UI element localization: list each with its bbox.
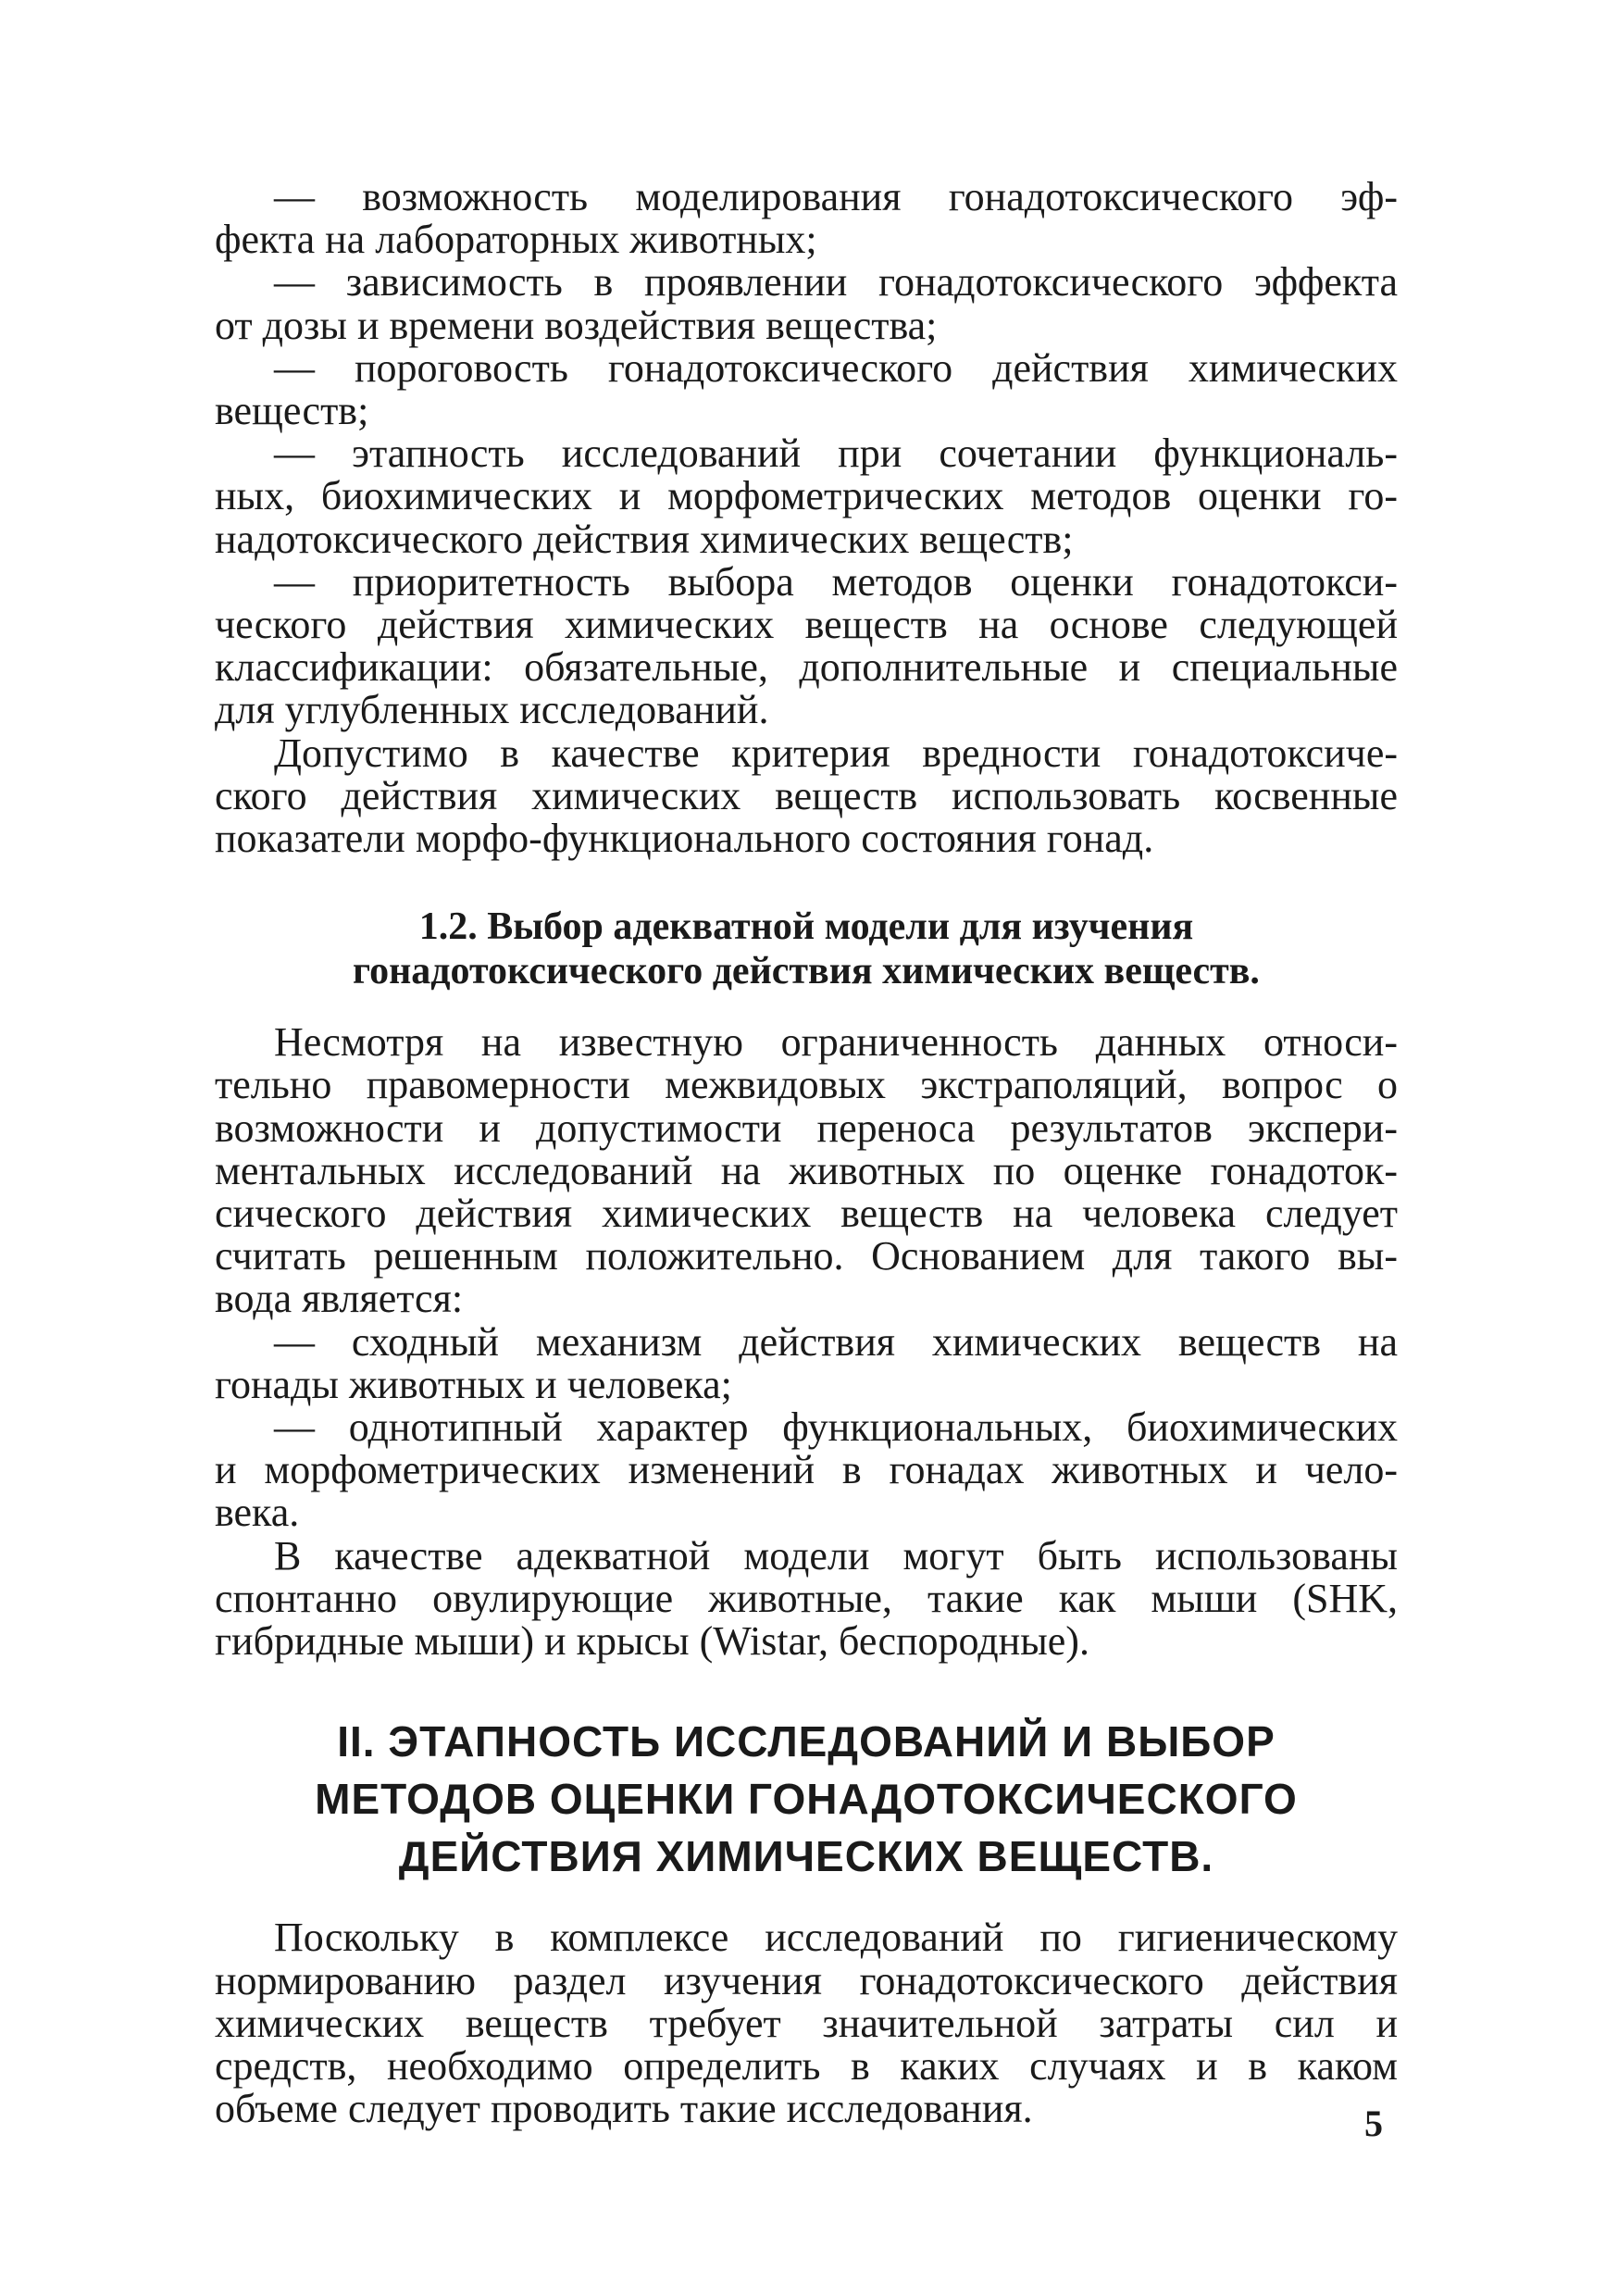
list-item <box>215 1406 1398 1535</box>
text-line: и морфометрических изменений в гонадах животных и чело- <box>215 1447 1398 1493</box>
text-line: объеме следует проводить такие исследования. <box>215 2086 1033 2132</box>
list-item <box>215 344 1398 434</box>
text-line: В качестве адекватной модели могут быть использованы <box>274 1532 1398 1578</box>
text-line: вода является: <box>215 1276 464 1322</box>
list-item <box>215 432 1398 561</box>
text-line: Допустимо в качестве критерия вредности гонадотоксиче- <box>274 730 1398 776</box>
page-body <box>215 176 1398 2130</box>
text-line: средств, необходимо определить в каких случаях и в каком <box>215 2042 1398 2089</box>
text-line: Поскольку в комплексе исследований по гигиеническому <box>274 1915 1398 1961</box>
text-line: надотоксического действия химических веществ; <box>215 516 1074 562</box>
heading-line: II. ЭТАПНОСТЬ ИССЛЕДОВАНИЙ И ВЫБОР <box>337 1717 1276 1766</box>
text-line: от дозы и времени воздействия вещества; <box>215 302 938 348</box>
text-line: показатели морфо-функционального состояния гонад. <box>215 816 1154 862</box>
intro-list <box>215 176 1398 860</box>
text-line: ского действия химических веществ использовать косвенные <box>215 772 1398 818</box>
heading-line: МЕТОДОВ ОЦЕНКИ ГОНАДОТОКСИЧЕСКОГО <box>315 1775 1298 1824</box>
section-body-2 <box>215 1916 1398 2130</box>
text-line: возможности и допустимости переноса результатов экспери- <box>215 1104 1398 1151</box>
heading-line: ДЕЙСТВИЯ ХИМИЧЕСКИХ ВЕЩЕСТВ. <box>398 1832 1214 1881</box>
text-line: тельно правомерности межвидовых экстраполяций, вопрос о <box>215 1062 1398 1108</box>
list-item <box>215 558 1398 733</box>
text-line: спонтанно овулирующие животные, такие как мыши (SHK, <box>215 1575 1398 1621</box>
paragraph <box>215 1021 1398 1320</box>
text-line: классификации: обязательные, дополнительные и специальные <box>215 644 1398 691</box>
text-line: фекта на лабораторных животных; <box>215 217 817 263</box>
text-line: — приоритетность выбора методов оценки гонадотокси- <box>274 558 1398 605</box>
text-line: — этапность исследований при сочетании функциональ- <box>274 430 1398 477</box>
text-line: веществ; <box>215 388 369 434</box>
text-line: химических веществ требует значительной затраты сил и <box>215 2000 1398 2046</box>
text-line: гибридные мыши) и крысы (Wistar, беспородные). <box>215 1618 1089 1665</box>
text-line: — зависимость в проявлении гонадотоксического эффекта <box>274 259 1398 306</box>
paragraph <box>215 1916 1398 2130</box>
text-line: считать решенным положительно. Основанием для такого вы- <box>215 1233 1398 1279</box>
text-line: для углубленных исследований. <box>215 687 769 733</box>
text-line: — возможность моделирования гонадотоксического эф- <box>274 174 1398 219</box>
text-line: — пороговость гонадотоксического действия химических <box>274 344 1398 391</box>
section-heading-2 <box>215 1713 1398 1885</box>
paragraph <box>215 732 1398 861</box>
section-body-1-2 <box>215 1021 1398 1663</box>
text-line: века. <box>215 1490 300 1536</box>
text-line: — сходный механизм действия химических веществ на <box>274 1318 1398 1365</box>
text-line: ческого действия химических веществ на основе следующей <box>215 602 1398 648</box>
text-line: ных, биохимических и морфометрических методов оценки го- <box>215 473 1398 519</box>
paragraph <box>215 1532 1398 1665</box>
text-line: ментальных исследований на животных по оценке гонадоток- <box>215 1147 1398 1193</box>
text-line: нормированию раздел изучения гонадотоксического действия <box>215 1957 1398 2003</box>
heading-line: 1.2. Выбор адекватной модели для изучения <box>418 905 1194 949</box>
text-line: — однотипный характер функциональных, биохимических <box>274 1404 1398 1451</box>
text-line: Несмотря на известную ограниченность данных относи- <box>274 1019 1398 1066</box>
list-item <box>215 261 1398 346</box>
heading-line: гонадотоксического действия химических веществ. <box>353 950 1260 993</box>
list-item <box>215 176 1398 261</box>
section-heading-1-2 <box>215 905 1398 993</box>
list-item <box>215 1318 1398 1407</box>
text-line: гонады животных и человека; <box>215 1361 732 1407</box>
text-line: сического действия химических веществ на человека следует <box>215 1191 1398 1237</box>
page-number: 5 <box>1364 2103 1383 2144</box>
